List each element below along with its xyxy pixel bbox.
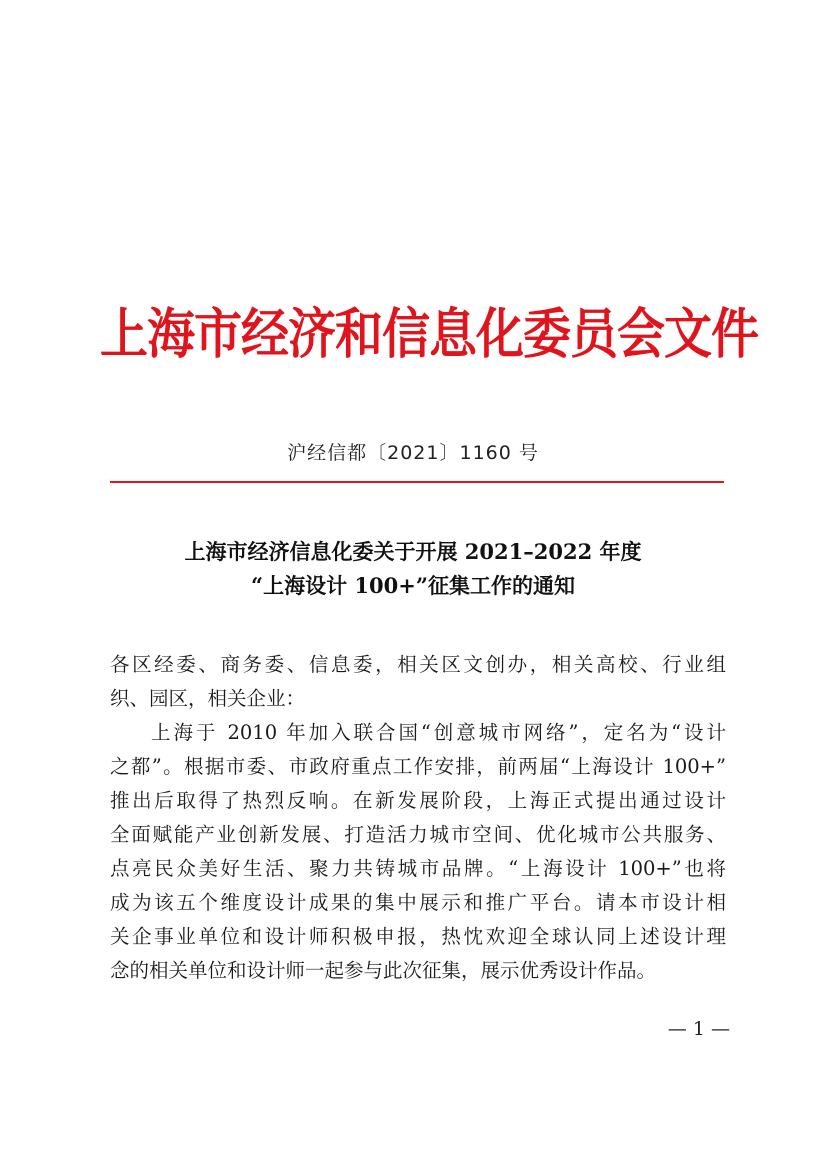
notice-title-line-1: 上海市经济信息化委关于开展 2021–2022 年度 xyxy=(184,539,642,564)
paragraph-line-3: 推出后取得了热烈反响。在新发展阶段，上海正式提出通过设计 xyxy=(110,789,726,812)
salutation-line-1: 各区经委、商务委、信息委，相关区文创办，相关高校、行业组 xyxy=(110,653,726,676)
paragraph-line-7: 关企事业单位和设计师积极申报，热忱欢迎全球认同上述设计理 xyxy=(110,925,726,948)
paragraph-line-8: 念的相关单位和设计师一起参与此次征集，展示优秀设计作品。 xyxy=(110,959,657,982)
paragraph-line-2: 之都”。根据市委、市政府重点工作安排，前两届“上海设计 100+” xyxy=(110,755,726,778)
document-number: 沪经信都〔2021〕1160 号 xyxy=(287,442,539,464)
red-divider-line xyxy=(110,481,724,483)
notice-title xyxy=(100,535,726,603)
paragraph-line-1: 上海于 2010 年加入联合国“创意城市网络”，定名为“设计 xyxy=(151,721,726,744)
masthead-title: 上海市经济和信息化委员会文件 xyxy=(100,303,759,366)
paragraph-line-6: 成为该五个维度设计成果的集中展示和推广平台。请本市设计相 xyxy=(110,891,726,914)
paragraph-line-4: 全面赋能产业创新发展、打造活力城市空间、优化城市公共服务、 xyxy=(110,823,726,846)
page-number: — 1 — xyxy=(667,1018,730,1040)
paragraph-line-5: 点亮民众美好生活、聚力共铸城市品牌。“上海设计 100+”也将 xyxy=(110,857,726,880)
notice-title-line-2: “上海设计 100+”征集工作的通知 xyxy=(251,573,575,598)
salutation-line-2: 织、园区，相关企业： xyxy=(110,687,306,710)
notice-body xyxy=(110,648,726,988)
